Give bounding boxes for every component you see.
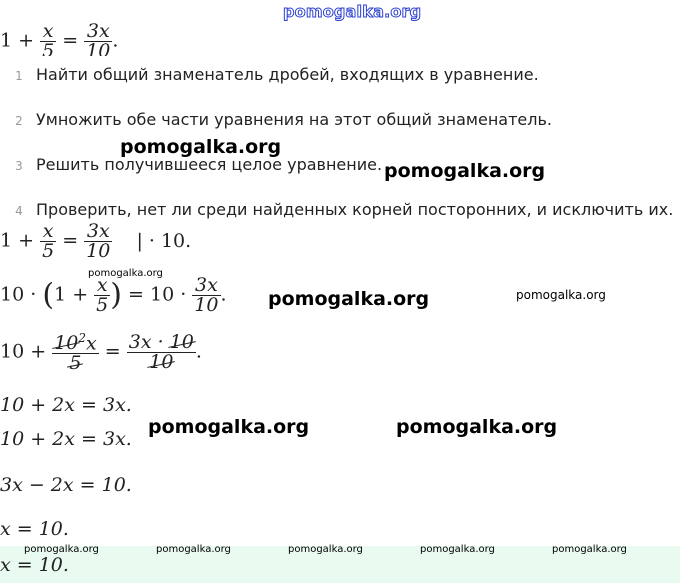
step-2: 2 Умножить обе части уравнения на этот общий знаменатель. bbox=[15, 110, 553, 129]
header-fraction-right: $\frac{3x}{10}$ bbox=[84, 22, 112, 56]
watermark: pomogalka.org bbox=[148, 416, 310, 438]
equation-line-4: 10 + 2x = 3x. bbox=[0, 394, 132, 416]
watermark: pomogalka.org bbox=[120, 136, 282, 158]
equation-line-2: 10 · (1 + $\frac{x}{5}$ ) = 10 · $\frac{3x}{10}$ . bbox=[0, 274, 227, 316]
equation-line-1: 1 + $\frac{x}{5}$ = $\frac{3x}{10}$ | · 10. bbox=[0, 220, 192, 262]
equation-line-3: 10 + $\frac{10^2x}{5}$ = $\frac{3x \cdot 10}{10}$ . bbox=[0, 331, 202, 375]
answer-equation: x = 10. bbox=[0, 554, 69, 576]
equation-line-7: x = 10. bbox=[0, 518, 69, 540]
header-equation: 1 + $\frac{x}{5}$ = $\frac{3x}{10}$ . bbox=[0, 22, 118, 56]
watermark: pomogalka.org bbox=[396, 416, 558, 438]
equation-line-5: 10 + 2x = 3x. bbox=[0, 428, 132, 450]
header-fraction-left: $\frac{x}{5}$ bbox=[40, 22, 56, 56]
step-4: 4 Проверить, нет ли среди найденных корней посторонних, и исключить их. bbox=[15, 200, 674, 219]
step-3: 3 Решить получившееся целое уравнение. bbox=[15, 155, 383, 174]
watermark: pomogalka.org bbox=[88, 268, 163, 279]
watermark: pomogalka.org bbox=[288, 544, 363, 555]
watermark: pomogalka.org bbox=[516, 288, 606, 302]
cancel-fraction-right: $\frac{3x \cdot 10}{10}$ bbox=[128, 331, 194, 374]
watermark: pomogalka.org bbox=[156, 544, 231, 555]
cancel-fraction-left: $\frac{10^2x}{5}$ bbox=[54, 331, 97, 375]
equation-line-6: 3x − 2x = 10. bbox=[0, 474, 132, 496]
step-1: 1 Найти общий знаменатель дробей, входящих в уравнение. bbox=[15, 65, 539, 84]
watermark: pomogalka.org bbox=[268, 288, 430, 310]
watermark: pomogalka.org bbox=[420, 544, 495, 555]
top-watermark: pomogalka.org bbox=[283, 2, 422, 21]
watermark: pomogalka.org bbox=[552, 544, 627, 555]
watermark: pomogalka.org bbox=[384, 160, 546, 182]
watermark: pomogalka.org bbox=[24, 544, 99, 555]
